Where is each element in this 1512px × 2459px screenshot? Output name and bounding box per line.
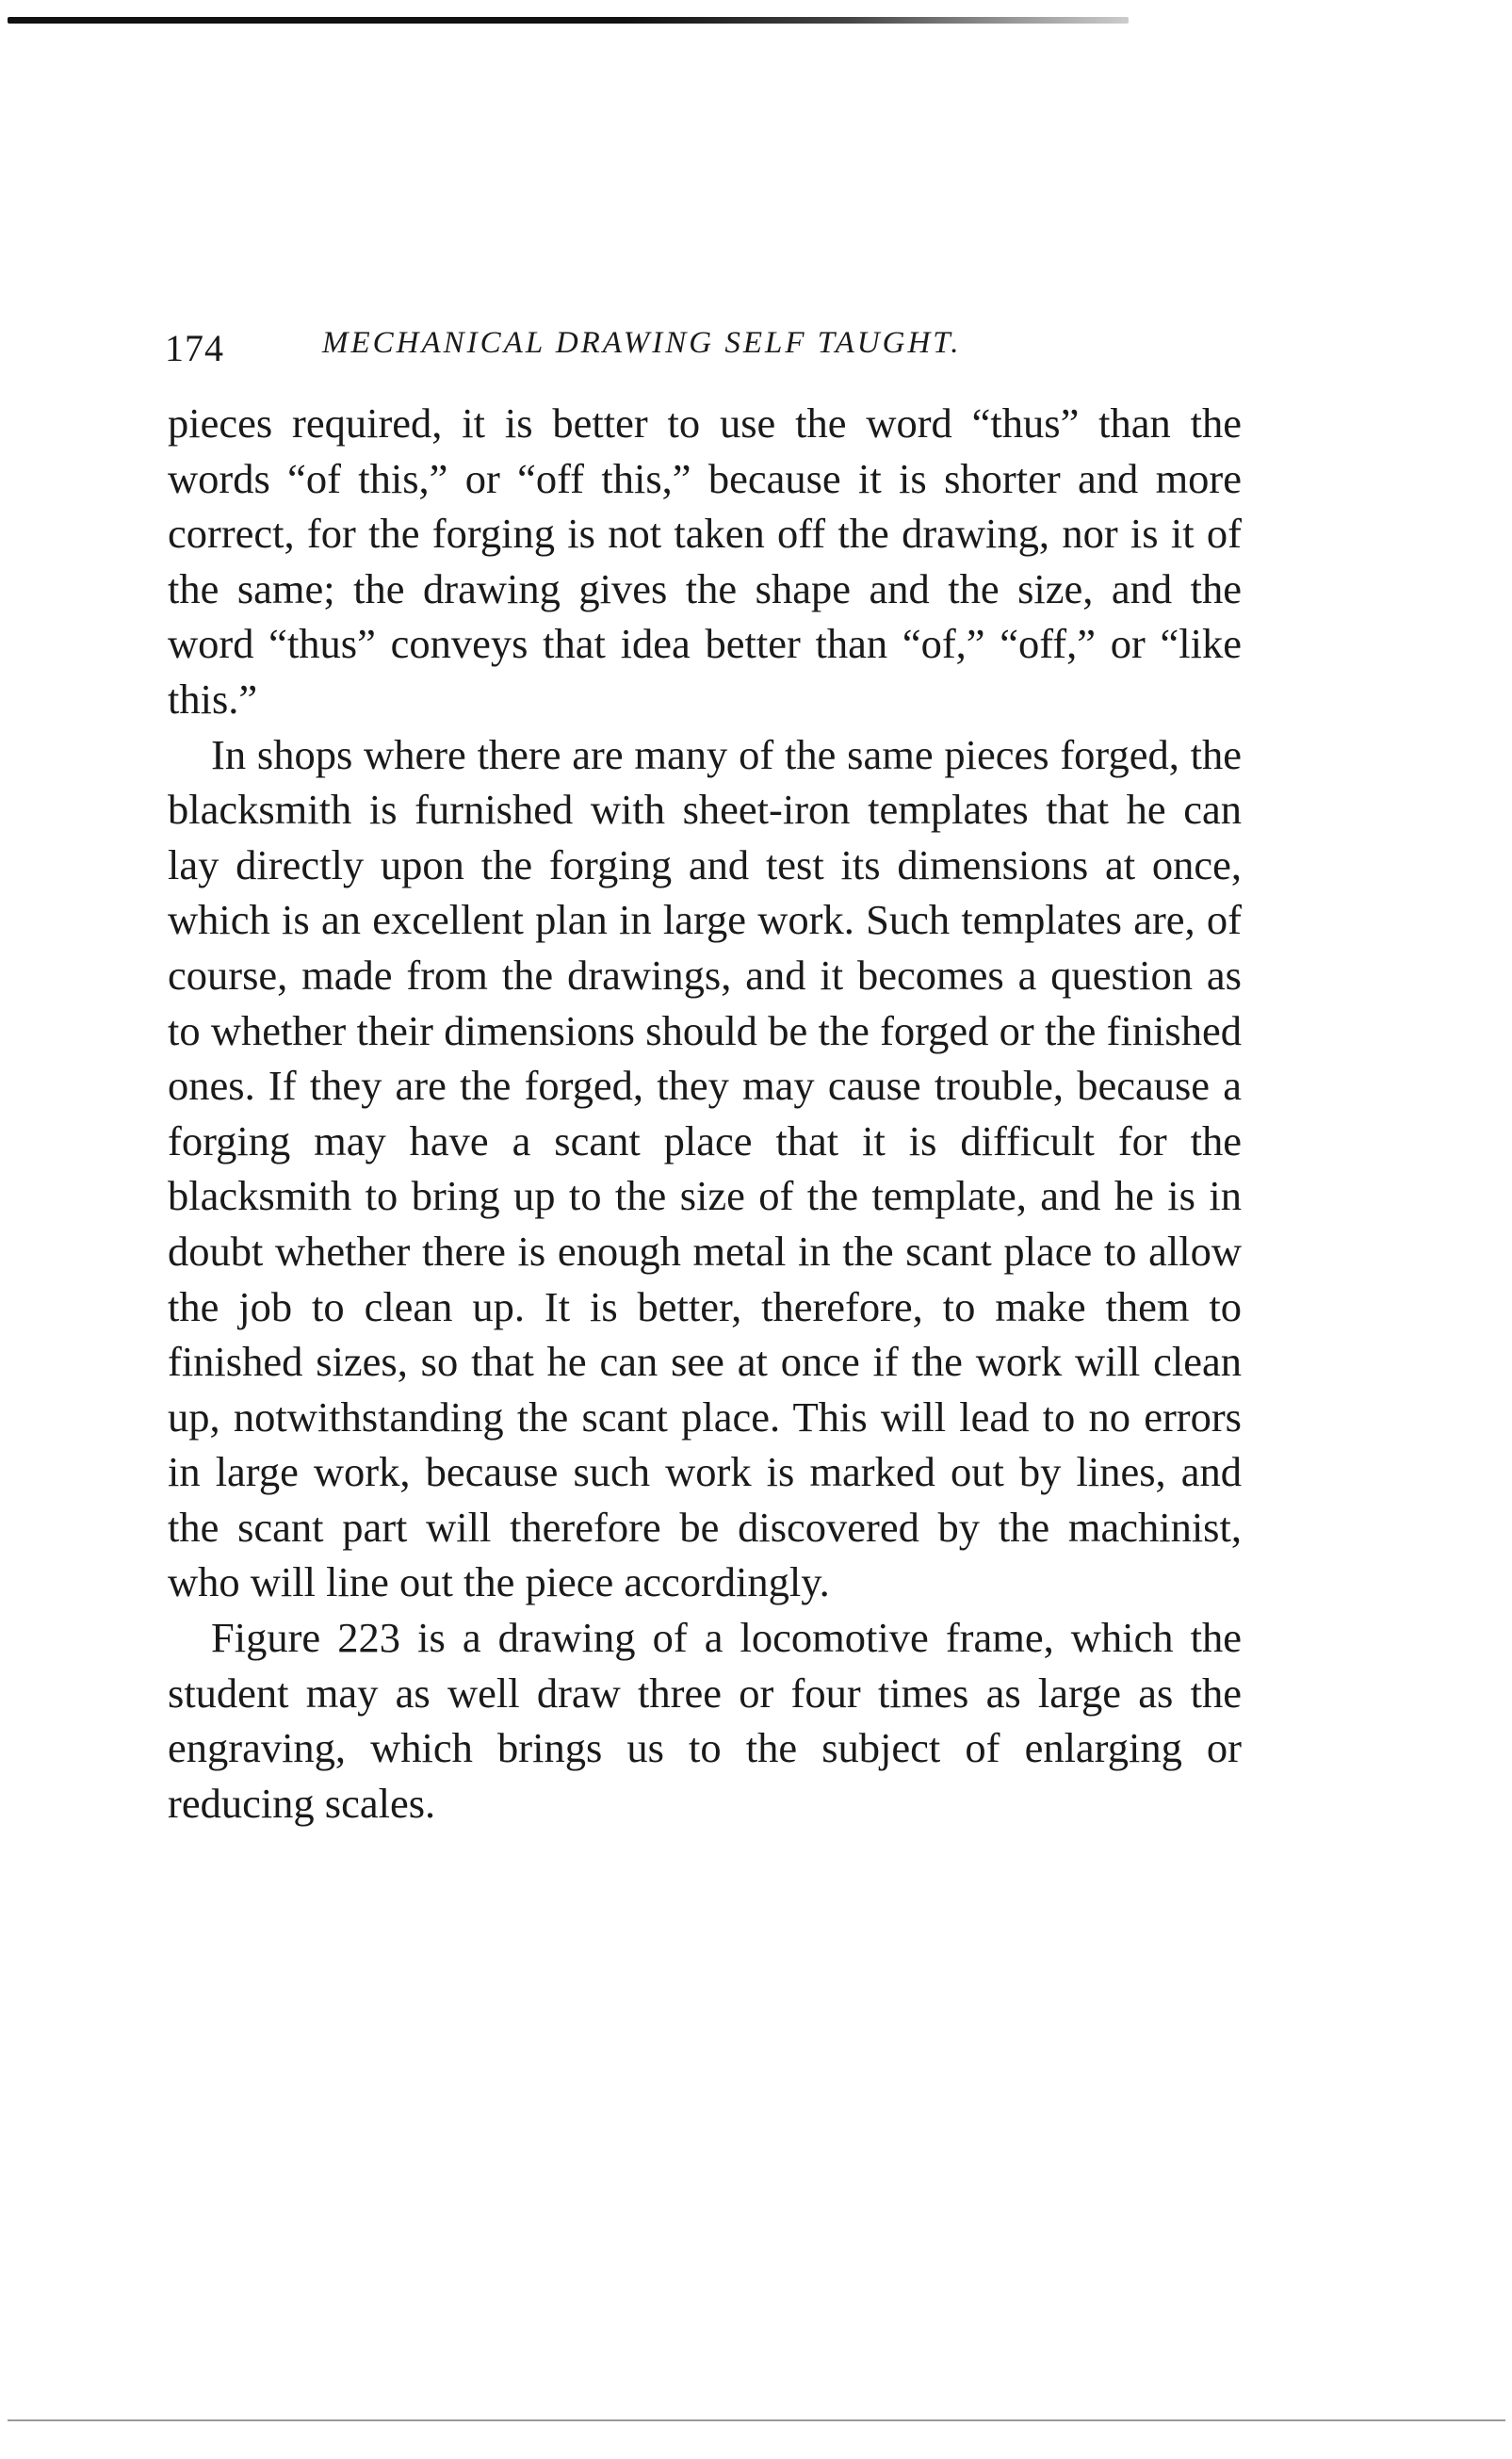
- paragraph-figure-223: Figure 223 is a drawing of a locomotive frame, which the student may as well draw three or four times as large as the engraving, which brings us to the subject of enlarging or reducing scales.: [168, 1614, 1242, 1827]
- page-number: 174: [165, 327, 224, 369]
- paragraph-continuation: pieces required, it is better to use the word “thus” than the words “of this,” or “off this,” because it is shorter and more correct, for the forging is not taken off the drawing, nor is it of the same; the drawing gives the shape and the size, and the word “thus” conveys that idea better than “of,” “off,” or “like this.”: [168, 399, 1242, 723]
- running-title: MECHANICAL DRAWING SELF TAUGHT.: [322, 326, 962, 360]
- body-text: [168, 396, 1242, 1831]
- top-scan-rule: [8, 17, 1129, 24]
- bottom-rule: [8, 2419, 1505, 2421]
- running-head: [160, 320, 1244, 377]
- paragraph-templates: In shops where there are many of the same pieces forged, the blacksmith is furnished with sheet-iron templates that he can lay directly upon the forging and test its dimensions at once, which is an excellent plan in large work. Such templates are, of course, made from the drawings, and it becomes a question as to whether their dimensions should be the forged or the finished ones. If they are the forged, they may cause trouble, because a forging may have a scant place that it is difficult for the blacksmith to bring up to the size of the template, and he is in doubt whether there is enough metal in the scant place to allow the job to clean up. It is better, therefore, to make them to finished sizes, so that he can see at once if the work will clean up, notwithstanding the scant place. This will lead to no errors in large work, because such work is marked out by lines, and the scant part will therefore be discovered by the machinist, who will line out the piece accordingly.: [168, 730, 1242, 1606]
